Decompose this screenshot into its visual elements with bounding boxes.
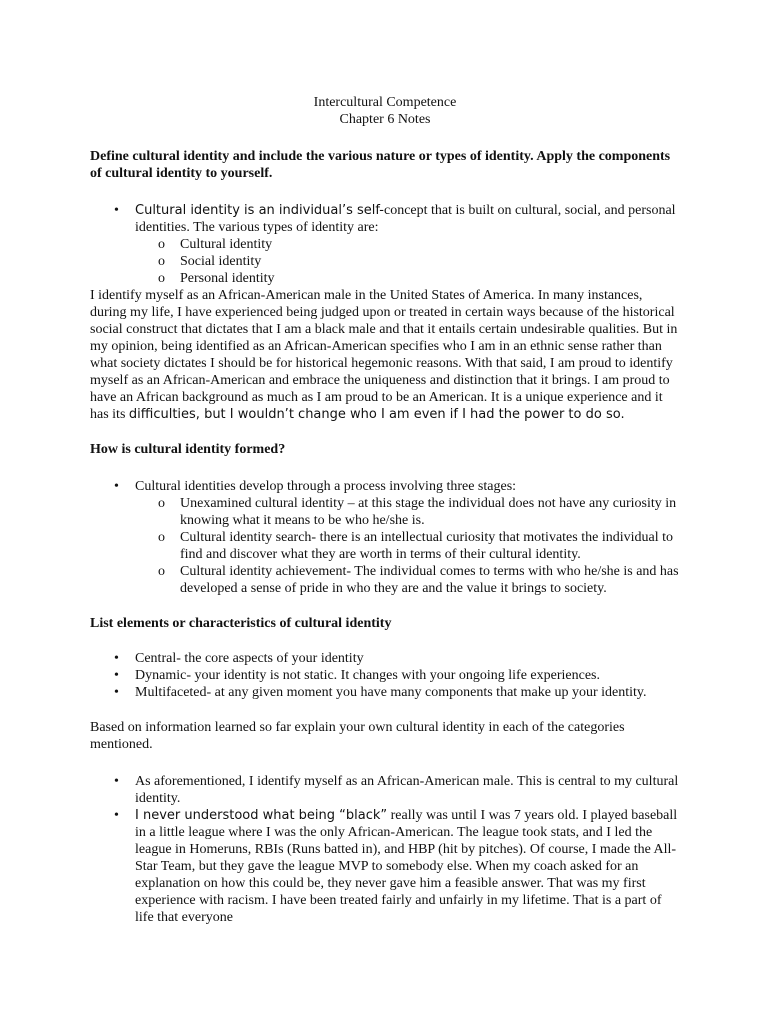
characteristic-item — [90, 650, 680, 667]
q1-answer-sans-text: difficulties, but I wouldn’t change who I am even if I had the power to do so. — [128, 407, 625, 422]
q2-bullet-text: Cultural identities develop through a process involving three stages: — [135, 479, 517, 494]
characteristic-text: Central- the core aspects of your identity — [135, 651, 364, 666]
q4-bullet — [90, 773, 680, 807]
question-1-heading: Define cultural identity and include the various nature or types of identity. Apply the components of cultural identity to yourself. — [90, 149, 671, 181]
identity-type-item — [90, 253, 680, 270]
document-content — [90, 94, 680, 926]
q1-answer-paragraph — [90, 287, 680, 423]
question-4-prompt: Based on information learned so far explain your own cultural identity in each of the categories mentioned. — [90, 720, 625, 752]
characteristic-text: Dynamic- your identity is not static. It changes with your ongoing life experiences. — [135, 668, 600, 683]
stage-text: Cultural identity achievement- The individual comes to terms with who he/she is and has developed a sense of pride in who they are and the value it brings to society. — [180, 564, 679, 596]
bullet-glyph: • — [114, 685, 119, 700]
stage-item — [90, 495, 680, 529]
identity-type-label: Personal identity — [180, 271, 275, 286]
q4-bullet-list — [90, 773, 680, 926]
sub-bullet-glyph: o — [158, 254, 165, 269]
bullet-glyph: • — [114, 668, 119, 683]
identity-type-item — [90, 236, 680, 253]
q1-answer-text: I identify myself as an African-American male in the United States of America. In many instances, during my life, I have experienced being judged upon or treated in certain ways because of the historical social construct that dictates that I am a black male and that it entails certain undesirable qualities. But in my opinion, being identified as an African-American specifies who I am in an ethnic sense rather than what society dictates I should be for historical hegemonic reasons. With that said, I am proud to identify myself as an African-American and embrace the uniqueness and distinction that it brings. I am proud to have an African background as much as I am proud to be an American. It is a unique experience and it has its — [90, 288, 678, 422]
bullet-glyph: • — [114, 479, 119, 494]
identity-type-label: Cultural identity — [180, 237, 273, 252]
stage-item — [90, 529, 680, 563]
q4-bullet-2-sans-text: I never understood what being “black” — [135, 808, 388, 823]
q2-bullet-list — [90, 478, 680, 597]
identity-type-label: Social identity — [180, 254, 262, 269]
stage-item — [90, 563, 680, 597]
stage-text: Unexamined cultural identity – at this stage the individual does not have any curiosity in knowing what it means to be who he/she is. — [180, 496, 677, 528]
document-subtitle: Chapter 6 Notes — [339, 112, 431, 127]
bullet-glyph: • — [114, 651, 119, 666]
sub-bullet-glyph: o — [158, 564, 165, 579]
identity-type-item — [90, 270, 680, 287]
q1-bullet-list — [90, 202, 680, 287]
sub-bullet-glyph: o — [158, 237, 165, 252]
stages-list — [135, 495, 680, 597]
sub-bullet-glyph: o — [158, 530, 165, 545]
question-3-heading: List elements or characteristics of cultural identity — [90, 616, 392, 631]
q4-bullet-2-text: really was until I was 7 years old. I played baseball in a little league where I was the only African-American. The league took stats, and I led the league in Homeruns, RBIs (Runs batted in), and HBP (hit by pitches). Of course, I made the All-Star Team, but they gave the league MVP to somebody else. When my coach asked for an explanation on how this could be, they never gave him a feasible answer. That was my first experience with racism. I have been treated fairly and unfairly in my lifetime. That is a part of life that everyone — [135, 808, 678, 925]
q4-bullet-1-text: As aforementioned, I identify myself as an African-American male. This is central to my cultural identity. — [135, 774, 679, 806]
bullet-glyph: • — [114, 808, 119, 823]
sub-bullet-glyph: o — [158, 496, 165, 511]
q2-bullet — [90, 478, 680, 597]
identity-types-list — [135, 236, 680, 287]
q4-bullet — [90, 807, 680, 926]
characteristic-text: Multifaceted- at any given moment you have many components that make up your identity. — [135, 685, 647, 700]
q1-bullet — [90, 202, 680, 287]
q1-bullet-sans-text: Cultural identity is an individual’s self- — [135, 203, 384, 218]
characteristics-list — [90, 650, 680, 701]
sub-bullet-glyph: o — [158, 271, 165, 286]
stage-text: Cultural identity search- there is an intellectual curiosity that motivates the individual to find and discover what they are worth in terms of their cultural identity. — [180, 530, 673, 562]
characteristic-item — [90, 667, 680, 684]
question-2-heading: How is cultural identity formed? — [90, 442, 286, 457]
document-title: Intercultural Competence — [313, 95, 457, 110]
characteristic-item — [90, 684, 680, 701]
q1-bullet-text: concept that is built on cultural, social, and personal identities. The various types of identity are: — [135, 203, 676, 235]
bullet-glyph: • — [114, 203, 119, 218]
bullet-glyph: • — [114, 774, 119, 789]
